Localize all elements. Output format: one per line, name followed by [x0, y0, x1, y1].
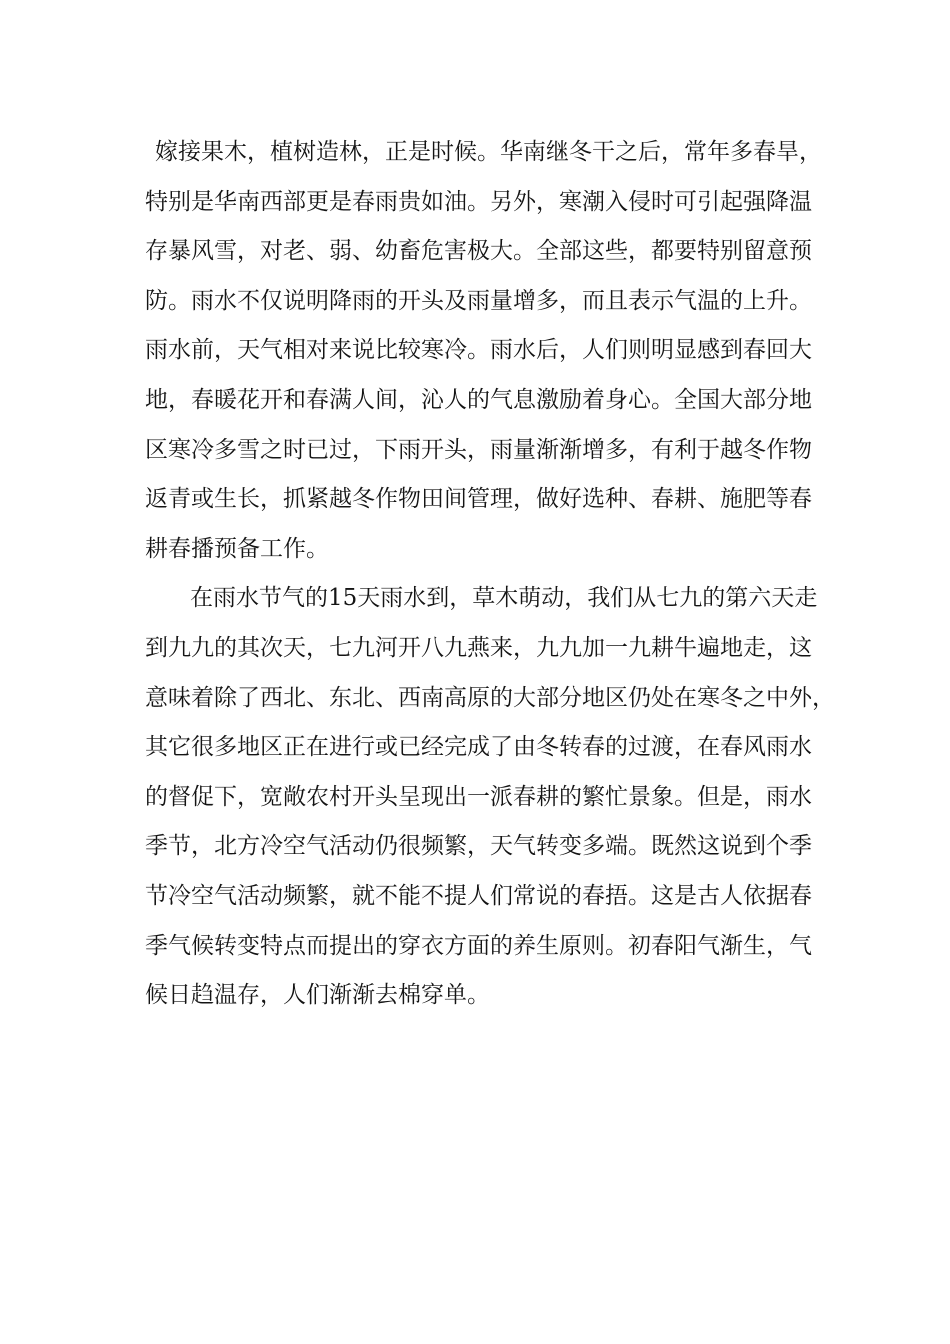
text-line: 区寒冷多雪之时已过，下雨开头，雨量渐渐增多，有利于越冬作物 — [145, 436, 812, 463]
text-line: 嫁接果木，植树造林，正是时候。华南继冬干之后，常年多春旱， — [155, 139, 822, 165]
text-line: 耕春播预备工作。 — [145, 535, 329, 562]
text-line: 季气候转变特点而提出的穿衣方面的养生原则。初春阳气渐生，气 — [145, 932, 812, 959]
text-line: 到九九的其次天，七九河开八九燕来，九九加一九耕牛遍地走，这 — [145, 634, 812, 661]
text-line: 季节，北方冷空气活动仍很频繁，天气转变多端。既然这说到个季 — [145, 833, 812, 860]
text-line: 在雨水节气的15天雨水到，草木萌动，我们从七九的第六天走 — [190, 585, 818, 612]
text-line: 地，春暖花开和春满人间，沁人的气息激励着身心。全国大部分地 — [145, 386, 812, 413]
text-line: 的督促下，宽敞农村开头呈现出一派春耕的繁忙景象。但是，雨水 — [145, 783, 812, 810]
document-body — [145, 128, 835, 1021]
text-line: 候日趋温存，人们渐渐去棉穿单。 — [145, 982, 490, 1009]
text-line: 雨水前，天气相对来说比较寒冷。雨水后，人们则明显感到春回大 — [145, 337, 812, 364]
text-line: 返青或生长，抓紧越冬作物田间管理，做好选种、春耕、施肥等春 — [145, 486, 812, 513]
text-line: 意味着除了西北、东北、西南高原的大部分地区仍处在寒冬之中外， — [145, 684, 835, 711]
text-line: 存暴风雪，对老、弱、幼畜危害极大。全部这些，都要特别留意预 — [145, 238, 812, 265]
text-line: 节冷空气活动频繁，就不能不提人们常说的春捂。这是古人依据春 — [145, 882, 812, 909]
paragraph-2 — [145, 574, 835, 1020]
text-line: 特别是华南西部更是春雨贵如油。另外，寒潮入侵时可引起强降温 — [145, 188, 812, 215]
text-line: 其它很多地区正在进行或已经完成了由冬转春的过渡，在春风雨水 — [145, 734, 812, 761]
text-line: 防。雨水不仅说明降雨的开头及雨量增多，而且表示气温的上升。 — [145, 287, 812, 314]
paragraph-1 — [145, 128, 825, 574]
